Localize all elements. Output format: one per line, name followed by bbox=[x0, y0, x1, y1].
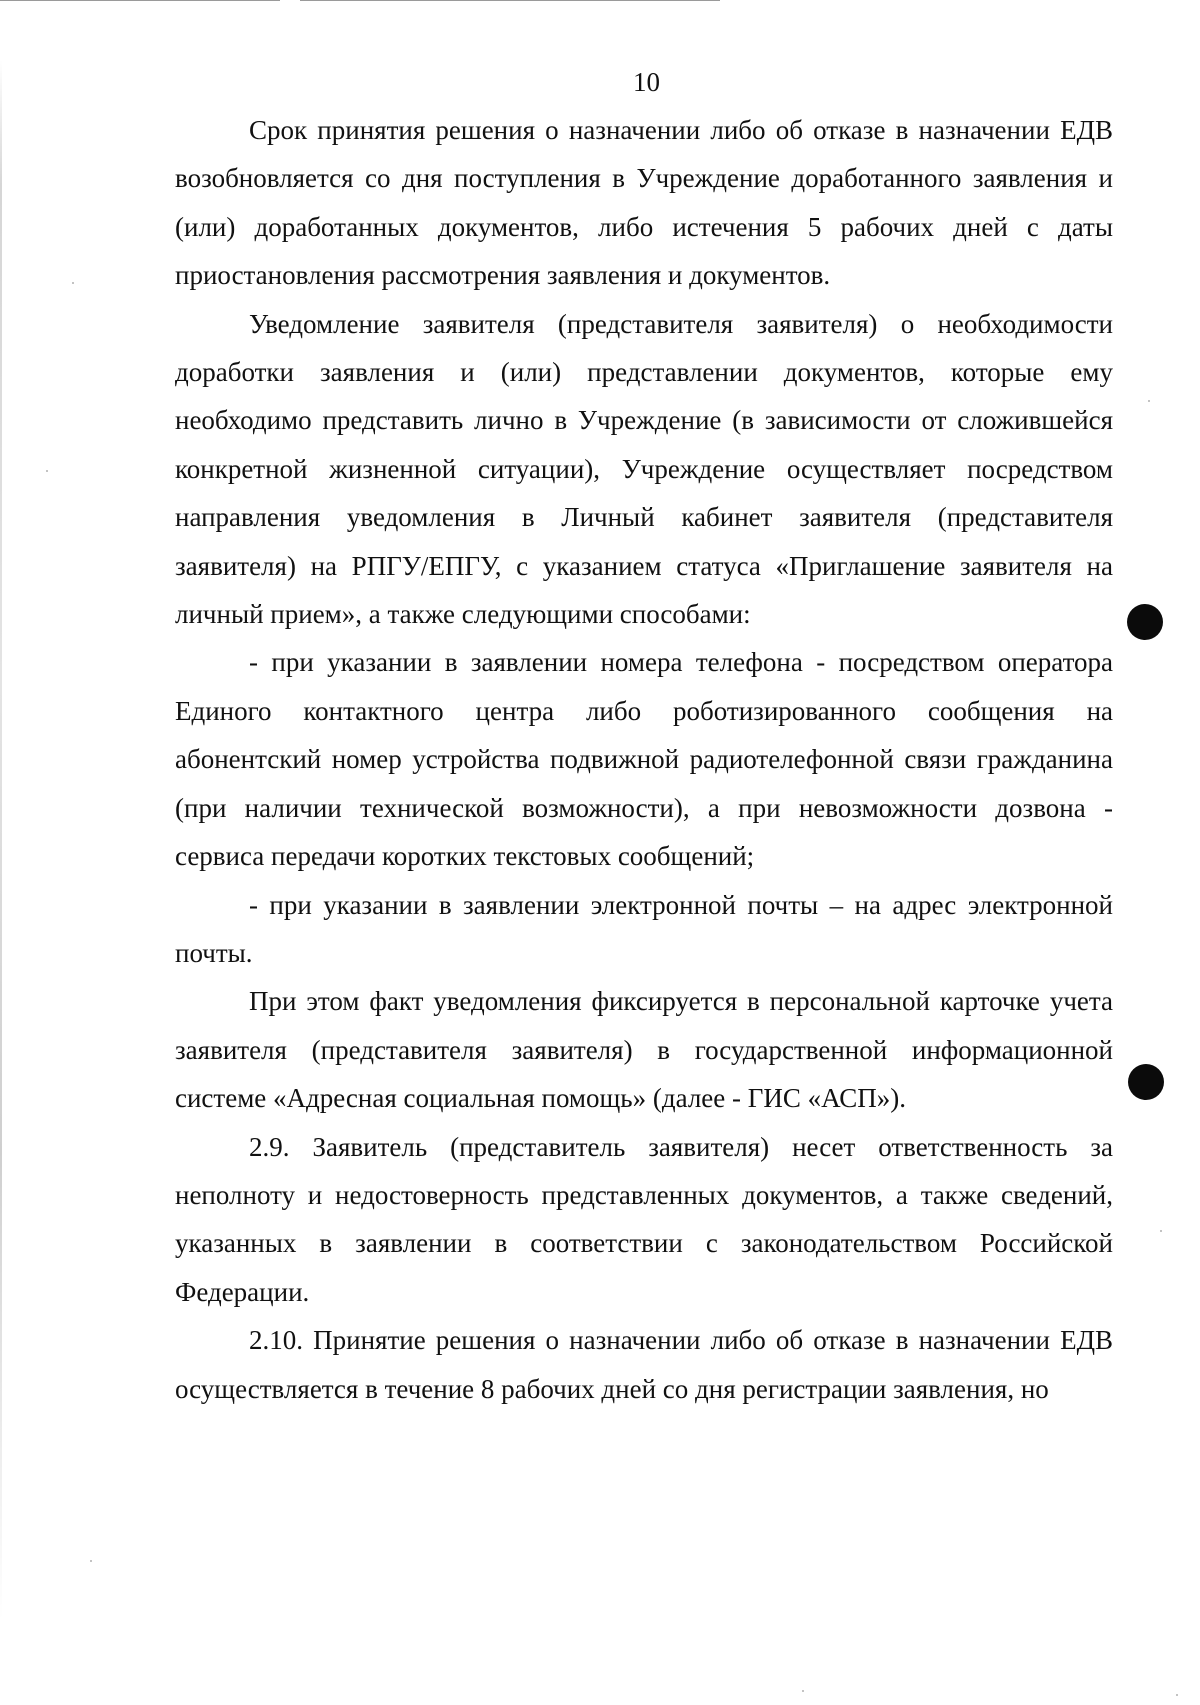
scan-speck bbox=[802, 1690, 804, 1692]
paragraph: - при указании в заявлении электронной почты – на адрес электронной почты. bbox=[175, 889, 1113, 968]
paragraph: 2.9. Заявитель (представитель заявителя) несет ответственность за неполноту и недостоверность представленных документов, а также сведений, указанных в заявлении в соответствии с законодательством Российской Федерации. bbox=[175, 1131, 1113, 1307]
scan-edge-line bbox=[300, 0, 720, 1]
page-number: 10 bbox=[633, 67, 660, 97]
scan-edge-line bbox=[0, 0, 280, 1]
scan-speck bbox=[46, 470, 48, 472]
scan-left-edge bbox=[0, 60, 2, 1620]
scan-speck bbox=[72, 282, 74, 284]
scan-speck bbox=[1148, 400, 1150, 402]
scan-speck bbox=[1160, 1230, 1162, 1232]
punch-hole bbox=[1128, 1064, 1164, 1100]
paragraph: Уведомление заявителя (представителя заявителя) о необходимости доработки заявления и (или) представлении документов, которые ему необходимо представить лично в Учреждение (в зависимости от сложившейся конкретной жизненной ситуации), Учреждение осуществляет посредством направления уведомления в Личный кабинет заявителя (представителя заявителя) на РПГУ/ЕПГУ, с указанием статуса «Приглашение заявителя на личный прием», а также следующими способами: bbox=[175, 308, 1113, 630]
scan-speck bbox=[1176, 1694, 1178, 1696]
scan-speck bbox=[90, 1560, 92, 1562]
paragraph: Срок принятия решения о назначении либо об отказе в назначении ЕДВ возобновляется со дня поступления в Учреждение доработанного заявления и (или) доработанных документов, либо истечения 5 рабочих дней с даты приостановления рассмотрения заявления и документов. bbox=[175, 115, 1113, 291]
paragraph: При этом факт уведомления фиксируется в персональной карточке учета заявителя (представителя заявителя) в государственной информационной системе «Адресная социальная помощь» (далее - ГИС «АСП»). bbox=[175, 986, 1113, 1114]
document-body bbox=[175, 106, 1113, 1413]
punch-hole bbox=[1127, 604, 1163, 640]
paragraph: - при указании в заявлении номера телефона - посредством оператора Единого контактного центра либо роботизированного сообщения на абонентский номер устройства подвижной радиотелефонной связи гражданина (при наличии технической возможности), а при невозможности дозвона - сервиса передачи коротких текстовых сообщений; bbox=[175, 647, 1113, 872]
paragraph: 2.10. Принятие решения о назначении либо об отказе в назначении ЕДВ осуществляется в течение 8 рабочих дней со дня регистрации заявления, но bbox=[175, 1325, 1113, 1404]
